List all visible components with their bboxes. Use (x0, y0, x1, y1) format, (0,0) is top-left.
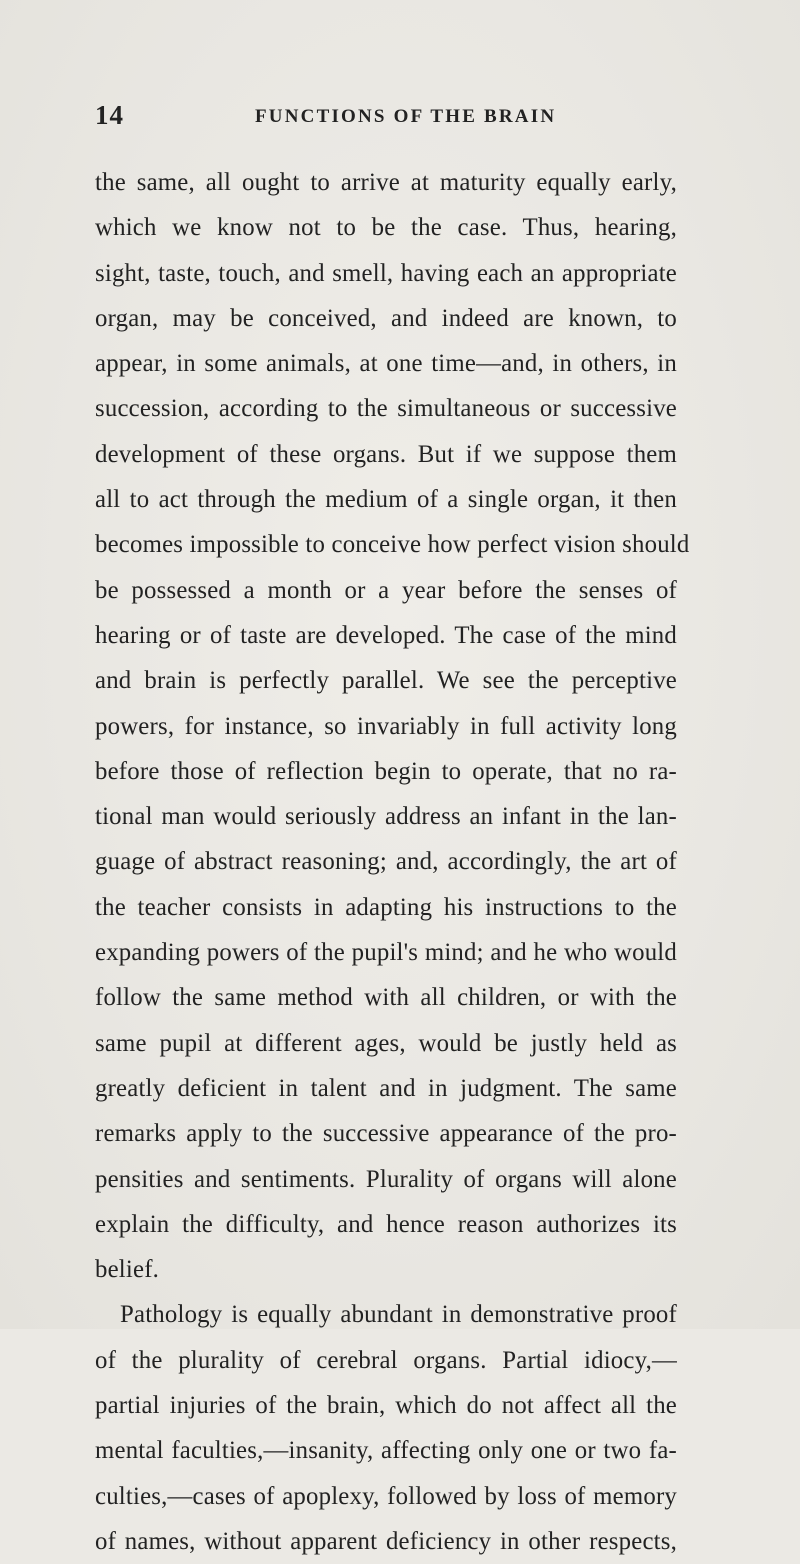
text-line: explain the difficulty, and hence reason authorizes its (95, 1210, 677, 1238)
text-line: the same, all ought to arrive at maturity equally early, (95, 169, 677, 196)
text-line: sight, taste, touch, and smell, having each an appropriate (95, 259, 677, 287)
text-line: greatly deficient in talent and in judgment. The same (95, 1074, 677, 1102)
text-line: same pupil at different ages, would be justly held as (95, 1029, 677, 1057)
running-title: FUNCTIONS OF THE BRAIN (255, 106, 557, 127)
text-line: mental faculties,—insanity, affecting only one or two fa- (95, 1437, 677, 1465)
text-line: expanding powers of the pupil's mind; and he who would (95, 939, 677, 967)
text-line: appear, in some animals, at one time—and, in others, in (95, 350, 677, 378)
text-line: culties,—cases of apoplexy, followed by loss of memory (95, 1482, 677, 1510)
text-line: of names, without apparent deficiency in other respects, (95, 1527, 677, 1555)
text-line: and brain is perfectly parallel. We see the perceptive (95, 667, 677, 695)
text-line: follow the same method with all children, or with the (95, 984, 677, 1012)
text-line: be possessed a month or a year before the senses of (95, 576, 677, 604)
paragraph-start-line: Pathology is equally abundant in demonstrative proof (120, 1301, 677, 1329)
text-line: of the plurality of cerebral organs. Partial idiocy,— (95, 1346, 677, 1374)
paragraph-end-line: belief. (95, 1256, 160, 1284)
text-line: all to act through the medium of a single organ, it then (95, 486, 677, 514)
page-number: 14 (95, 100, 124, 130)
text-line: pensities and sentiments. Plurality of organs will alone (95, 1165, 677, 1193)
running-head (95, 100, 775, 140)
text-line: development of these organs. But if we suppose them (95, 440, 677, 468)
text-line: remarks apply to the successive appearance of the pro- (95, 1120, 677, 1148)
text-line: becomes impossible to conceive how perfect vision should (95, 531, 690, 559)
text-line: guage of abstract reasoning; and, accordingly, the art of (95, 848, 677, 876)
text-line: organ, may be conceived, and indeed are known, to (95, 304, 677, 332)
text-line: succession, according to the simultaneous or successive (95, 395, 677, 423)
text-line: the teacher consists in adapting his instructions to the (95, 893, 677, 921)
text-line: which we know not to be the case. Thus, hearing, (95, 214, 677, 242)
text-line: hearing or of taste are developed. The case of the mind (95, 621, 677, 649)
text-line: partial injuries of the brain, which do not affect all the (95, 1392, 677, 1420)
body-text (95, 160, 690, 1564)
text-line: tional man would seriously address an infant in the lan- (95, 803, 677, 831)
text-line: powers, for instance, so invariably in full activity long (95, 712, 677, 740)
text-line: before those of reflection begin to operate, that no ra- (95, 757, 677, 785)
